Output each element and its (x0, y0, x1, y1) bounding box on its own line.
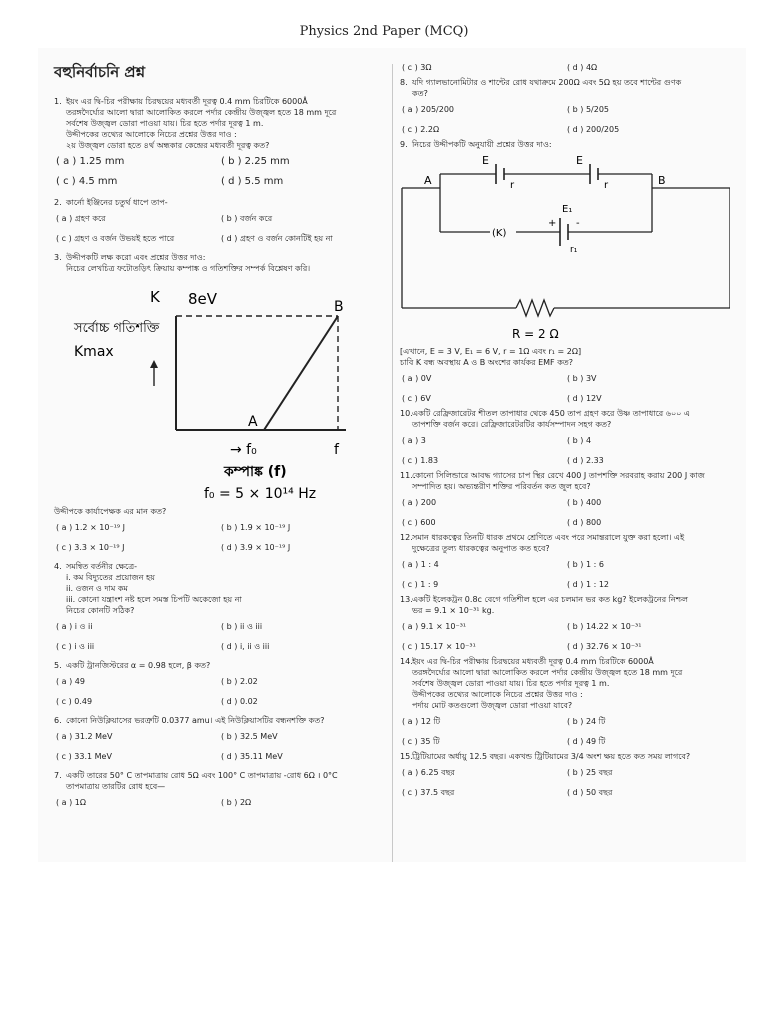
option-b[interactable]: ( b ) 5/205 (567, 105, 610, 114)
question-text: নিচের কোনটি সঠিক? (66, 606, 135, 615)
option-c[interactable]: ( c ) 1.83 (402, 456, 439, 465)
question-number: 9. (400, 140, 408, 149)
question-text: ট্রিটিয়ামের অর্ধায়ু 12.5 বছর। একখন্ড ট্রিটিয়ামের 3/4 অংশ ক্ষয় হতে কত সময় লাগবে? (412, 752, 691, 761)
question-number: 1. (54, 97, 62, 106)
question-text: সর্বশেষ উজ্জ্বল ডোরা পাওয়া যায়। চির হতে পর্দার দূরত্ব 1 m. (412, 679, 610, 688)
answer-options (400, 435, 740, 466)
option-c[interactable]: ( c ) গ্রহণ ও বর্জন উভয়ই হতে পারে (56, 234, 175, 243)
question-text: সম্পাদিত হয়। অভ্যন্তরীণ শক্তির পরিবর্তন কত জুল হবে? (412, 482, 591, 491)
question-6 (54, 715, 384, 762)
option-b[interactable]: ( b ) 4 (567, 436, 592, 445)
question-number: 2. (54, 198, 62, 207)
option-b[interactable]: ( b ) 32.5 MeV (221, 732, 278, 741)
answer-options (54, 522, 384, 553)
f0-tick-label: → f₀ (230, 442, 257, 458)
key-icon: (K) (492, 228, 507, 239)
question-text: ২য় উজ্জ্বল ডোরা হতে ৪র্থ অন্ধকার কেন্দ্রের মধ্যবর্তী দূরত্ব কত? (66, 141, 270, 150)
answer-options (400, 621, 740, 652)
question-number: 13. (400, 595, 413, 604)
question-number: 12. (400, 533, 413, 542)
question-8 (400, 77, 740, 135)
x-axis-title: কম্পাঙ্ক (f) (224, 464, 287, 480)
option-b[interactable]: ( b ) 2.25 mm (221, 156, 290, 167)
question-11 (400, 470, 740, 528)
answer-options (54, 621, 384, 652)
option-b[interactable]: ( b ) 1 : 6 (567, 560, 604, 569)
question-number: 7. (54, 771, 62, 780)
terminal-b-label: B (658, 174, 666, 187)
question-text: সমান ধারকত্বের তিনটি ধারক প্রথমে শ্রেণিতে এবং পরে সমান্তরালে যুক্ত করা হলো। এই (412, 533, 685, 542)
option-c[interactable]: ( c ) 1 : 9 (402, 580, 439, 589)
question-12 (400, 532, 740, 590)
option-c[interactable]: ( c ) 600 (402, 518, 436, 527)
internal-resistance-label: r (604, 180, 609, 191)
option-a[interactable]: ( a ) 49 (56, 677, 85, 686)
option-b[interactable]: ( b ) 2Ω (221, 798, 252, 807)
question-7 (54, 770, 384, 808)
answer-options (54, 797, 384, 808)
question-text: ইয়ং এর দ্বি-চির পরীক্ষায় চিরদ্বয়ের মধ্যবর্তী দূরত্ব 0.4 mm চিরটিকে 6000Å (66, 97, 308, 106)
option-d[interactable]: ( d ) i, ii ও iii (221, 642, 270, 651)
question-text: পর্দায় মোট কতগুলো উজ্জ্বল ডোরা পাওয়া যাবে? (412, 701, 573, 710)
question-text: ভর = 9.1 × 10⁻³¹ kg. (412, 606, 495, 615)
option-a[interactable]: ( a ) 31.2 MeV (56, 732, 113, 741)
energy-label: 8eV (188, 290, 218, 308)
column-divider (392, 64, 393, 862)
question-text: ইয়ং এর দ্বি-চির পরীক্ষায় চিরদ্বয়ের মধ্যবর্তী দূরত্ব 0.4 mm চিরটিকে 6000Å (412, 657, 654, 666)
option-b[interactable]: ( b ) 1.9 × 10⁻¹⁹ J (221, 523, 291, 532)
option-c[interactable]: ( c ) 4.5 mm (56, 176, 118, 187)
option-c[interactable]: ( c ) 6V (402, 394, 431, 403)
option-d[interactable]: ( d ) 5.5 mm (221, 176, 284, 187)
option-a[interactable]: ( a ) গ্রহণ করে (56, 214, 106, 223)
option-d[interactable]: ( d ) 800 (567, 518, 602, 527)
option-c[interactable]: ( c ) 15.17 × 10⁻³¹ (402, 642, 476, 651)
option-d[interactable]: ( d ) 32.76 × 10⁻³¹ (567, 642, 642, 651)
answer-options (400, 497, 740, 528)
option-a[interactable]: ( a ) i ও ii (56, 622, 93, 631)
question-number: 15. (400, 752, 413, 761)
question-text: উদ্দীপকটি লক্ষ করো এবং প্রশ্নের উত্তর দাও: (66, 253, 206, 262)
option-d[interactable]: ( d ) 12V (567, 394, 602, 403)
option-a[interactable]: ( a ) 1.2 × 10⁻¹⁹ J (56, 523, 126, 532)
question-text: একটি ইলেকট্রন 0.8c বেগে গতিশীল হলে এর চলমান ভর কত kg? ইলেকট্রনের নিশ্চল (412, 595, 689, 604)
resistance-label: R = 2 Ω (512, 327, 559, 341)
question-13 (400, 594, 740, 652)
statement-i: i. কম বিদ্যুতের প্রয়োজন হয় (66, 573, 155, 582)
answer-options (54, 213, 384, 244)
y-axis-symbol: K (150, 288, 160, 306)
answer-options (400, 716, 740, 747)
option-c[interactable]: ( c ) i ও iii (56, 642, 95, 651)
question-text: দুক্ষেত্রের তুল্য ধারকত্বের অনুপাত কত হবে? (412, 544, 550, 553)
question-number: 6. (54, 716, 62, 725)
question-number: 8. (400, 78, 408, 87)
option-d[interactable]: ( d ) 50 বছর (567, 788, 613, 797)
question-number: 11. (400, 471, 413, 480)
question-text: একটি তারের 50° C তাপমাত্রায় রোধ 5Ω এবং 100° C তাপমাত্রায় -রোধ 6Ω । 0°C (66, 771, 338, 780)
question-number: 3. (54, 253, 62, 262)
answer-options (400, 767, 740, 798)
f-tick-label: f (334, 442, 339, 458)
option-a[interactable]: ( a ) 1Ω (56, 798, 86, 807)
question-2 (54, 197, 384, 244)
internal-resistance-label: r (510, 180, 515, 191)
option-d[interactable]: ( d ) 3.9 × 10⁻¹⁹ J (221, 543, 291, 552)
option-a[interactable]: ( a ) 1.25 mm (56, 156, 125, 167)
kmax-label: Kmax (74, 344, 114, 360)
plus-sign: + (548, 218, 557, 229)
option-d[interactable]: ( d ) গ্রহণ ও বর্জন কোনটিই হয় না (221, 234, 333, 243)
option-d[interactable]: ( d ) 4Ω (567, 63, 598, 72)
question-1 (54, 96, 384, 187)
option-a[interactable]: ( a ) 9.1 × 10⁻³¹ (402, 622, 467, 631)
question-text: কত? (412, 89, 428, 98)
option-b[interactable]: ( b ) 24 টি (567, 717, 606, 726)
option-d[interactable]: ( d ) 2.33 (567, 456, 604, 465)
statement-ii: ii. ওজন ও দাম কম (66, 584, 128, 593)
option-c[interactable]: ( c ) 37.5 বছর (402, 788, 455, 797)
r1-label: r₁ (570, 245, 578, 255)
question-text: উদ্দীপকের তথ্যের আলোকে নিচের প্রশ্নের উত্তর দাও : (412, 690, 583, 699)
left-column (54, 62, 384, 808)
question-text: কোনো নিউক্লিয়াসের ভরত্রুটি 0.0377 amu। এই নিউক্লিয়াসটির বন্ধনশক্তি কত? (66, 716, 325, 725)
answer-options (400, 104, 740, 135)
question-text: তাপমাত্রায় তারটির রোধ হবে— (66, 782, 166, 791)
question-number: 14. (400, 657, 413, 666)
option-d[interactable]: ( d ) 49 টি (567, 737, 606, 746)
resistor-icon (516, 300, 554, 316)
question-3 (54, 252, 384, 553)
option-b[interactable]: ( b ) 2.02 (221, 677, 258, 686)
option-b[interactable]: ( b ) 3V (567, 374, 597, 383)
question-text: যদি গ্যালভানোমিটার ও শান্টের রোধ যথাক্রমে 200Ω এবং 5Ω হয় তবে শান্টের গুণক (412, 78, 682, 87)
emf-label: E (482, 154, 489, 167)
question-text: [এখানে, E = 3 V, E₁ = 6 V, r = 1Ω এবং r₁ = 2Ω] (400, 347, 582, 356)
answer-options (400, 62, 740, 73)
option-b[interactable]: ( b ) 25 বছর (567, 768, 613, 777)
option-b[interactable]: ( b ) 400 (567, 498, 602, 507)
question-text: তরঙ্গদৈর্ঘ্যের আলো দ্বারা আলোকিত করলে পর্দার কেন্দ্রীয় উজ্জ্বল হতে 18 mm দূরে (66, 108, 337, 117)
terminal-a-label: A (424, 174, 432, 187)
option-a[interactable]: ( a ) 0V (402, 374, 432, 383)
question-number: 5. (54, 661, 62, 670)
question-text: তাপশক্তি বর্জন করে। রেফ্রিজারেটরটির কার্যসম্পাদন সহগ কত? (412, 420, 612, 429)
option-a[interactable]: ( a ) 6.25 বছর (402, 768, 455, 777)
y-axis-title: সর্বোচ্চ গতিশক্তি (74, 321, 160, 336)
graph-line-ab (264, 316, 338, 430)
page-title: Physics 2nd Paper (MCQ) (299, 24, 469, 39)
option-c[interactable]: ( c ) 2.2Ω (402, 125, 440, 134)
photoelectric-graph (54, 280, 374, 502)
question-14 (400, 656, 740, 747)
answer-options (54, 731, 384, 762)
section-heading: বহুনির্বাচনি প্রশ্ন (54, 63, 146, 81)
answer-options (400, 559, 740, 590)
question-text: কোনো সিলিন্ডারে আবদ্ধ গ্যাসের চাপ স্থির রেখে 400 J তাপশক্তি সরবরাহ করায় 200 J কাজ (412, 471, 705, 480)
option-a[interactable]: ( a ) 205/200 (402, 105, 455, 114)
option-c[interactable]: ( c ) 33.1 MeV (56, 752, 112, 761)
question-text: চাবি K বন্ধ অবস্থায় A ও B অংশের কার্যকর EMF কত? (400, 358, 574, 367)
statement-iii: iii. কোনো যন্ত্রাংশ নষ্ট হলে সমস্ত চিপটি অকেজো হয় না (66, 595, 242, 604)
option-c[interactable]: ( c ) 35 টি (402, 737, 440, 746)
f0-value-label: f₀ = 5 × 10¹⁴ Hz (204, 486, 317, 502)
option-a[interactable]: ( a ) 12 টি (402, 717, 441, 726)
option-a[interactable]: ( a ) 1 : 4 (402, 560, 439, 569)
question-text: একটি ট্রানজিস্টরের α = 0.98 হলে, β কত? (66, 661, 211, 670)
option-c[interactable]: ( c ) 3.3 × 10⁻¹⁹ J (56, 543, 125, 552)
question-text: নিচের লেখচিত্র ফটোতড়িৎ ক্রিয়ায় কম্পাঙ্ক ও গতিশক্তির সম্পর্ক বিশ্লেষণ করি। (66, 264, 311, 273)
question-5 (54, 660, 384, 707)
question-4 (54, 561, 384, 652)
emf-e1-label: E₁ (562, 204, 573, 215)
answer-options (54, 156, 384, 187)
question-text: তরঙ্গদৈর্ঘ্যের আলো দ্বারা আলোকিত করলে পর্দার কেন্দ্রীয় উজ্জ্বল হতে 18 mm দূরে (412, 668, 683, 677)
point-a-label: A (248, 414, 258, 430)
up-arrow-icon (150, 360, 158, 368)
option-b[interactable]: ( b ) বর্জন করে (221, 214, 273, 223)
answer-options (400, 373, 740, 404)
option-a[interactable]: ( a ) 200 (402, 498, 437, 507)
question-15 (400, 751, 740, 798)
question-text: সমন্বিত বর্তনীর ক্ষেত্রে- (66, 562, 137, 571)
option-d[interactable]: ( d ) 1 : 12 (567, 580, 609, 589)
option-d[interactable]: ( d ) 0.02 (221, 697, 258, 706)
circuit-diagram (400, 154, 730, 344)
minus-sign: - (576, 218, 580, 229)
option-b[interactable]: ( b ) ii ও iii (221, 622, 263, 631)
question-text: সর্বশেষ উজ্জ্বল ডোরা পাওয়া যায়। চির হতে পর্দার দূরত্ব 1 m. (66, 119, 264, 128)
question-text: কার্নো ইঞ্জিনের চতুর্থ ধাপে তাপ- (66, 198, 168, 207)
point-b-label: B (334, 299, 344, 315)
option-c[interactable]: ( c ) 0.49 (56, 697, 93, 706)
option-d[interactable]: ( d ) 200/205 (567, 125, 620, 134)
question-number: 10. (400, 409, 413, 418)
question-9 (400, 139, 740, 404)
option-c[interactable]: ( c ) 3Ω (402, 63, 432, 72)
answer-options (54, 676, 384, 707)
question-text: উদ্দীপকের তথ্যের আলোকে নিচের প্রশ্নের উত্তর দাও : (66, 130, 237, 139)
question-text: নিচের উদ্দীপকটি অনুযায়ী প্রশ্নের উত্তর দাও: (412, 140, 552, 149)
question-number: 4. (54, 562, 62, 571)
option-d[interactable]: ( d ) 35.11 MeV (221, 752, 283, 761)
question-text: উদ্দীপকে কার্যাপেক্ষক এর মান কত? (54, 507, 167, 516)
question-10 (400, 408, 740, 466)
option-a[interactable]: ( a ) 3 (402, 436, 426, 445)
question-text: একটি রেফ্রিজারেটর শীতল তাপাধার থেকে 450 তাপ গ্রহণ করে উষ্ণ তাপাধারে ৬০০ এ (412, 409, 690, 418)
right-column (400, 62, 740, 798)
emf-label: E (576, 154, 583, 167)
option-b[interactable]: ( b ) 14.22 × 10⁻³¹ (567, 622, 642, 631)
